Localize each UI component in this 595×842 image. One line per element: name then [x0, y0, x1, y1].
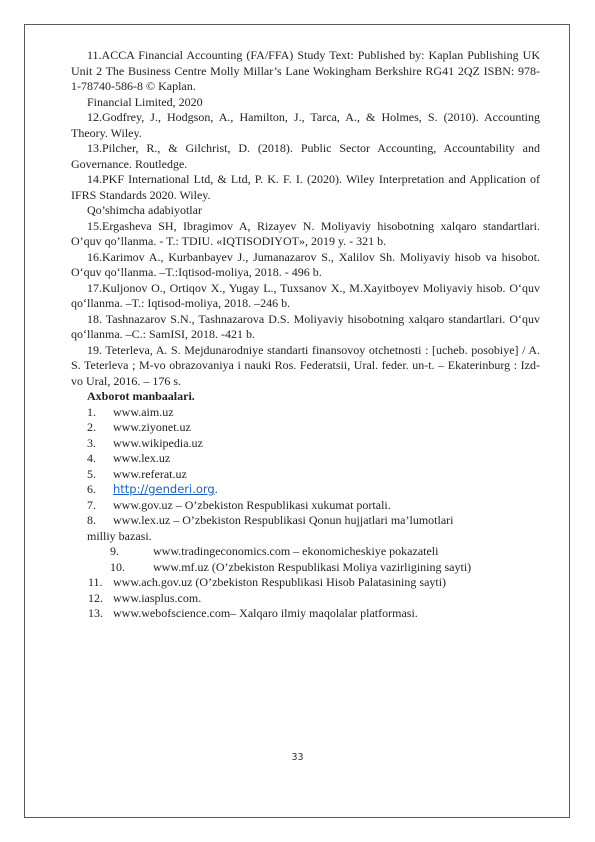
source-item: [71, 451, 540, 467]
source-number: 2.: [87, 420, 96, 434]
source-item: [71, 498, 540, 514]
source-number: 8.: [87, 513, 96, 527]
sources-heading: Axborot manbaalari.: [87, 389, 195, 403]
reference-item: 18. Tashnazarov S.N., Tashnazarova D.S. Moliyaviy hisobotning xalqaro standartlari. O‘quv qo‘llanma. –С.: SamISI, 2018. -421 b.: [71, 311, 540, 341]
source-item: [71, 575, 540, 591]
document-body: [71, 48, 540, 622]
source-text: www.mf.uz (O’zbekiston Respublikasi Moliya vazirligining sayti): [153, 559, 472, 574]
reference-item: 13.Pilcher, R., & Gilchrist, D. (2018). Public Sector Accounting, Accountability and Governance. Routledge.: [71, 141, 540, 171]
source-item: [71, 405, 540, 421]
source-number: 5.: [87, 466, 96, 481]
source-text: www.referat.uz: [113, 466, 187, 481]
source-number: 12.: [88, 590, 103, 605]
source-number: 6.: [87, 482, 96, 496]
source-text: www.lex.uz – O’zbekiston Respublikasi Qonun hujjatlari ma’lumotlari: [113, 513, 454, 527]
source-text: www.ziyonet.uz: [113, 420, 191, 434]
source-item: [71, 436, 540, 452]
source-number: 11.: [88, 575, 103, 589]
reference-item: 16.Karimov A., Kurbanbayev J., Jumanazarov S., Xalilov Sh. Moliyaviy hisob va hisobot. O‘quv qo‘llanma. –T.:Iqtisod-moliya, 2018. - 496 b.: [71, 249, 540, 279]
genderi-link[interactable]: http://genderi.org: [113, 482, 215, 496]
reference-continuation: Financial Limited, 2020: [87, 94, 203, 109]
source-text: www.ach.gov.uz (O’zbekiston Respublikasi Hisob Palatasining sayti): [113, 575, 447, 589]
source-item: [71, 544, 540, 560]
source-item: [71, 467, 540, 483]
source-item: [71, 482, 540, 498]
source-text: www.gov.uz – O’zbekiston Respublikasi xukumat portali.: [113, 497, 391, 512]
source-item: [71, 606, 540, 622]
source-text: www.wikipedia.uz: [113, 435, 203, 450]
link-suffix: .: [214, 482, 218, 496]
source-continuation: milliy bazasi.: [87, 528, 152, 543]
page-number: 33: [291, 752, 304, 763]
source-item: [71, 513, 540, 529]
source-text: www.webofscience.com– Xalqaro ilmiy maqolalar platformasi.: [113, 606, 418, 620]
source-item: [71, 420, 540, 436]
reference-item: 15.Ergasheva SH, Ibragimov A, Rizayev N. Moliyaviy hisobotning xalqaro standartlari. O’quv qo’llanma. - T.: TDIU. «IQTISODIYOT», 2019 y. - 321 b.: [71, 218, 540, 248]
reference-item: 17.Kuljonov O., Ortiqov X., Yugay L., Tuxsanov X., M.Xayitboyev Moliyaviy hisob. O‘quv qo‘llanma. –T.: Iqtisod-moliya, 2018. –246 b.: [71, 280, 540, 310]
reference-item: 19. Teterleva, A. S. Mejdunarodniye standarti finansovoy otchetnosti : [ucheb. posobiye] / A. S. Teterleva ; M-vo obrazovaniya i nauki Ros. Federatsii, Ural. feder. un-t. – Ekaterinburg : Izd-vo Ural, 2016. – 176 s.: [71, 342, 540, 388]
source-number: 1.: [87, 404, 96, 419]
source-text: www.lex.uz: [113, 451, 171, 465]
source-number: 13.: [88, 606, 103, 620]
source-number: 4.: [87, 451, 96, 465]
source-text: www.iasplus.com.: [113, 590, 202, 605]
reference-item: 11.ACCA Financial Accounting (FA/FFA) Study Text: Published by: Kaplan Publishing UK Unit 2 The Business Centre Molly Millar’s Lane Wokingham Berkshire RG41 2QZ ISBN: 978-1-78740-586-8 © Kaplan.: [71, 48, 540, 93]
source-item: [71, 560, 540, 576]
source-text: www.aim.uz: [113, 404, 174, 419]
section-subheading: Qo’shimcha adabiyotlar: [87, 203, 202, 217]
reference-item: 12.Godfrey, J., Hodgson, A., Hamilton, J., Tarca, A., & Holmes, S. (2010). Accounting Theory. Wiley.: [71, 110, 540, 140]
source-number: 9.: [110, 544, 119, 558]
source-text: www.tradingeconomics.com – ekonomicheskiye pokazateli: [153, 544, 439, 558]
source-number: 10.: [110, 559, 125, 574]
source-number: 7.: [87, 497, 96, 512]
reference-item: 14.PKF International Ltd, & Ltd, P. K. F. I. (2020). Wiley Interpretation and Application of IFRS Standards 2020. Wiley.: [71, 172, 540, 202]
source-item: [71, 591, 540, 607]
source-number: 3.: [87, 435, 96, 450]
